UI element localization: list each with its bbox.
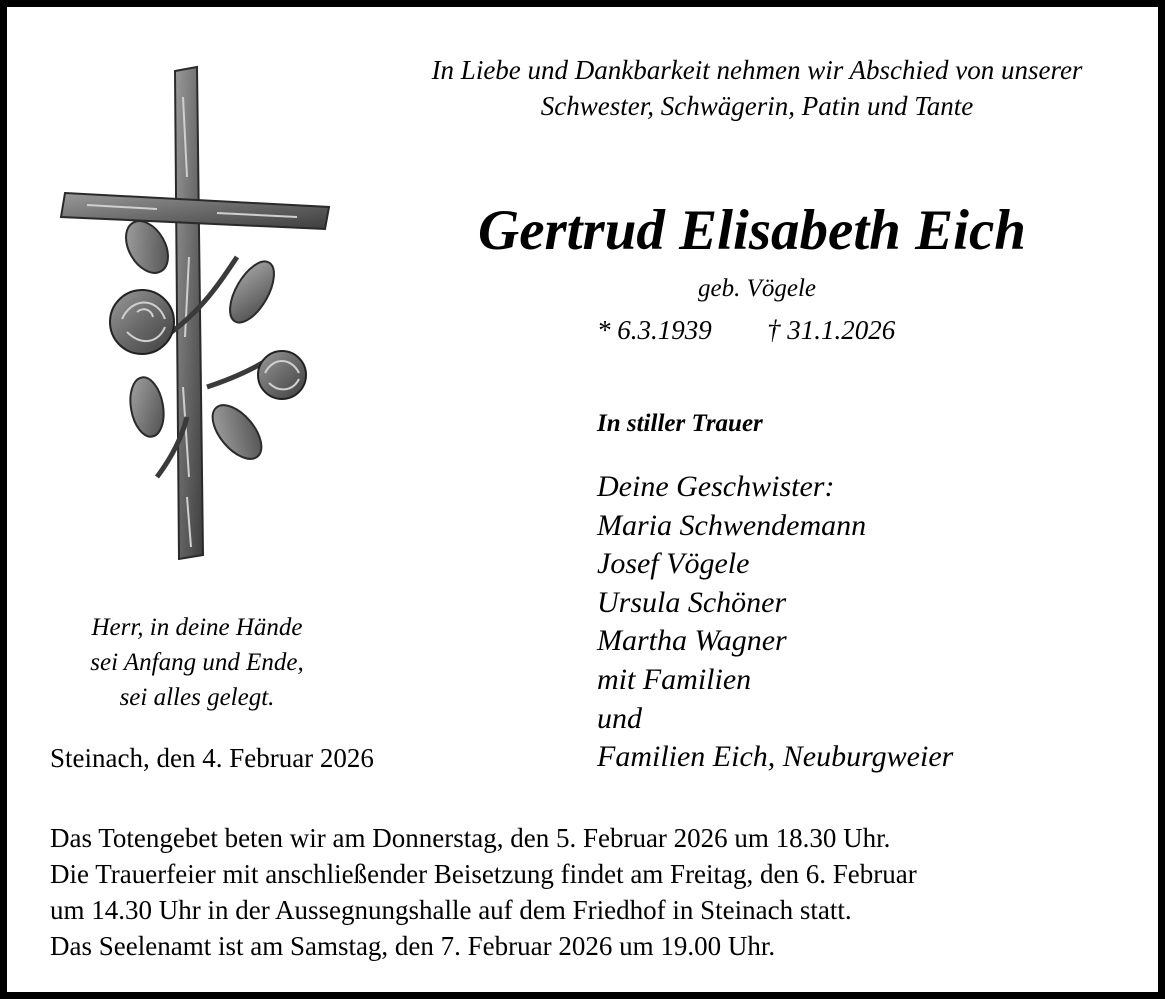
notice-line: um 14.30 Uhr in der Aussegnungshalle auf dem Friedhof in Steinach statt.: [50, 895, 852, 925]
mourner-line: Ursula Schöner: [597, 585, 787, 619]
place-date: Steinach, den 4. Februar 2026: [50, 743, 374, 773]
mourner-line: mit Familien: [597, 662, 752, 696]
intro-text: [367, 52, 1147, 124]
deceased-name: Gertrud Elisabeth Eich: [478, 199, 1026, 262]
verse-line: Herr, in deine Hände: [91, 614, 303, 641]
mourner-line: Familien Eich, Neuburgweier: [597, 740, 954, 774]
cross-with-roses-icon: [47, 57, 347, 577]
notice-line: Die Trauerfeier mit anschließender Beisetzung findet am Freitag, den 6. Februar: [50, 859, 917, 889]
mourner-line: und: [597, 701, 642, 735]
intro-line: Schwester, Schwägerin, Patin und Tante: [540, 91, 974, 121]
mourning-heading: In stiller Trauer: [597, 410, 763, 437]
mourner-line: Josef Vögele: [597, 547, 750, 581]
mourner-line: Deine Geschwister:: [597, 470, 835, 503]
intro-line: In Liebe und Dankbarkeit nehmen wir Abschied von unserer: [431, 55, 1083, 85]
mourner-line: Martha Wagner: [597, 624, 787, 658]
birth-name: geb. Vögele: [697, 275, 816, 302]
verse: [47, 610, 347, 715]
mourners-list: [597, 468, 953, 777]
birth-date: * 6.3.1939: [597, 315, 712, 345]
death-date: † 31.1.2026: [767, 315, 896, 345]
funeral-notice: [50, 820, 917, 964]
verse-line: sei Anfang und Ende,: [90, 649, 304, 676]
verse-line: sei alles gelegt.: [119, 684, 275, 711]
mourner-line: Maria Schwendemann: [597, 508, 867, 542]
notice-line: Das Totengebet beten wir am Donnerstag, den 5. Februar 2026 um 18.30 Uhr.: [50, 823, 891, 853]
notice-line: Das Seelenamt ist am Samstag, den 7. Februar 2026 um 19.00 Uhr.: [50, 931, 776, 961]
